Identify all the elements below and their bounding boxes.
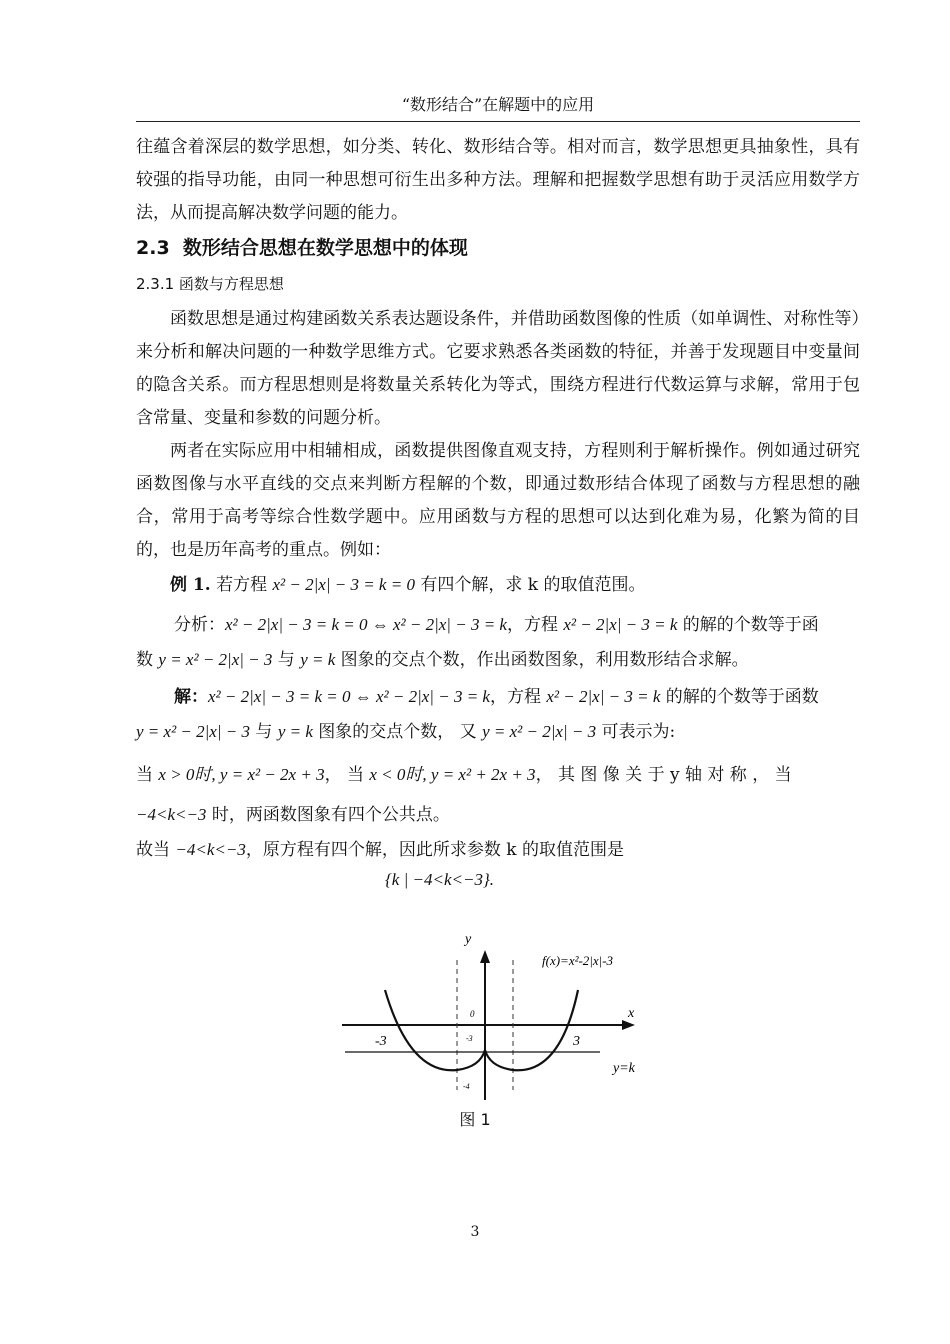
intro-paragraph: 往蕴含着深层的数学思想，如分类、转化、数形结合等。相对而言，数学思想更具抽象性，具有较强的指导功能，由同一种思想可衍生出多种方法。理解和把握数学思想有助于灵活应用数学方法，从而提高解决数学问题的能力。	[136, 137, 860, 223]
function-paragraph: 函数思想是通过构建函数关系表达题设条件，并借助函数图像的性质（如单调性、对称性等）来分析和解决问题的一种数学思维方式。它要求熟悉各类函数的特征，并善于发现题目中变量间的隐含关系。而方程思想则是将数量关系转化为等式，围绕方程进行代数运算与求解，常用于包含常量、变量和参数的问题分析。	[136, 309, 860, 428]
analysis-line-1: 分析：x² − 2|x| − 3 = k = 0 ⇔ x² − 2|x| − 3 = k，方程 x² − 2|x| − 3 = k 的解的个数等于函	[174, 615, 819, 635]
figure-caption: 图 1	[459, 1110, 491, 1129]
case-positive: x > 0时, y = x² − 2x + 3	[158, 765, 325, 784]
analysis-line-2: 数 y = x² − 2|x| − 3 与 y = k 图象的交点个数，作出函数图象，利用数形结合求解。	[136, 650, 749, 670]
small-neg3-label: -3	[466, 1034, 473, 1043]
pos3-label: 3	[573, 1034, 580, 1049]
y-equals-k-label: y=k	[613, 1061, 635, 1076]
answer-set: {k | −4<k<−3}.	[385, 870, 494, 889]
x-axis-arrow	[622, 1020, 635, 1030]
solution-label: 解：	[174, 687, 208, 707]
section-heading	[136, 233, 468, 260]
example-label: 例 1.	[170, 575, 211, 595]
solution-line-1: 解：x² − 2|x| − 3 = k = 0 ⇔ x² − 2|x| − 3 = k，方程 x² − 2|x| − 3 = k 的解的个数等于函数	[174, 687, 819, 707]
page-header: “数形结合”在解题中的应用	[136, 92, 860, 122]
function-curve	[385, 990, 578, 1070]
case-negative: x < 0时, y = x² + 2x + 3	[369, 765, 536, 784]
function-label: f(x)=x²-2|x|-3	[542, 953, 614, 968]
example-equation: x² − 2|x| − 3 = k = 0	[272, 575, 415, 594]
origin-label: 0	[470, 1009, 475, 1019]
combined-paragraph: 两者在实际应用中相辅相成，函数提供图像直观支持，方程则利于解析操作。例如通过研究函数图像与水平直线的交点来判断方程解的个数，即通过数形结合体现了函数与方程思想的融合，常用于高考等综合性数学题中。应用函数与方程的思想可以达到化难为易，化繁为简的目的，也是历年高考的重点。例如：	[136, 441, 860, 560]
x-axis-label: x	[628, 1006, 635, 1021]
page-number: 3	[470, 1224, 480, 1240]
conclusion-line: 故当 −4<k<−3，原方程有四个解，因此所求参数 k 的取值范围是	[136, 840, 624, 860]
analysis-label: 分析：	[174, 615, 225, 635]
solution-line-2: y = x² − 2|x| − 3 与 y = k 图象的交点个数， 又 y = x² − 2|x| − 3 可表示为:	[136, 722, 676, 742]
y-axis-arrow	[480, 950, 490, 963]
y-axis-label: y	[465, 932, 472, 947]
function-graph-figure	[330, 925, 670, 1100]
neg4-label: -4	[463, 1082, 470, 1091]
section-number: 2.3	[136, 237, 170, 259]
solution-line-3: 当 x > 0时, y = x² − 2x + 3， 当 x < 0时, y = x² + 2x + 3， 其 图 像 关 于 y 轴 对 称 ， 当	[136, 765, 792, 785]
section-title: 数形结合思想在数学思想中的体现	[182, 237, 468, 259]
solution-line-4: −4<k<−3 时，两函数图象有四个公共点。	[136, 805, 450, 825]
neg3-label: -3	[375, 1034, 387, 1049]
example-line: 例 1. 若方程 x² − 2|x| − 3 = k = 0 有四个解，求 k 的取值范围。	[170, 575, 646, 595]
subsection-heading: 2.3.1 函数与方程思想	[136, 275, 284, 293]
